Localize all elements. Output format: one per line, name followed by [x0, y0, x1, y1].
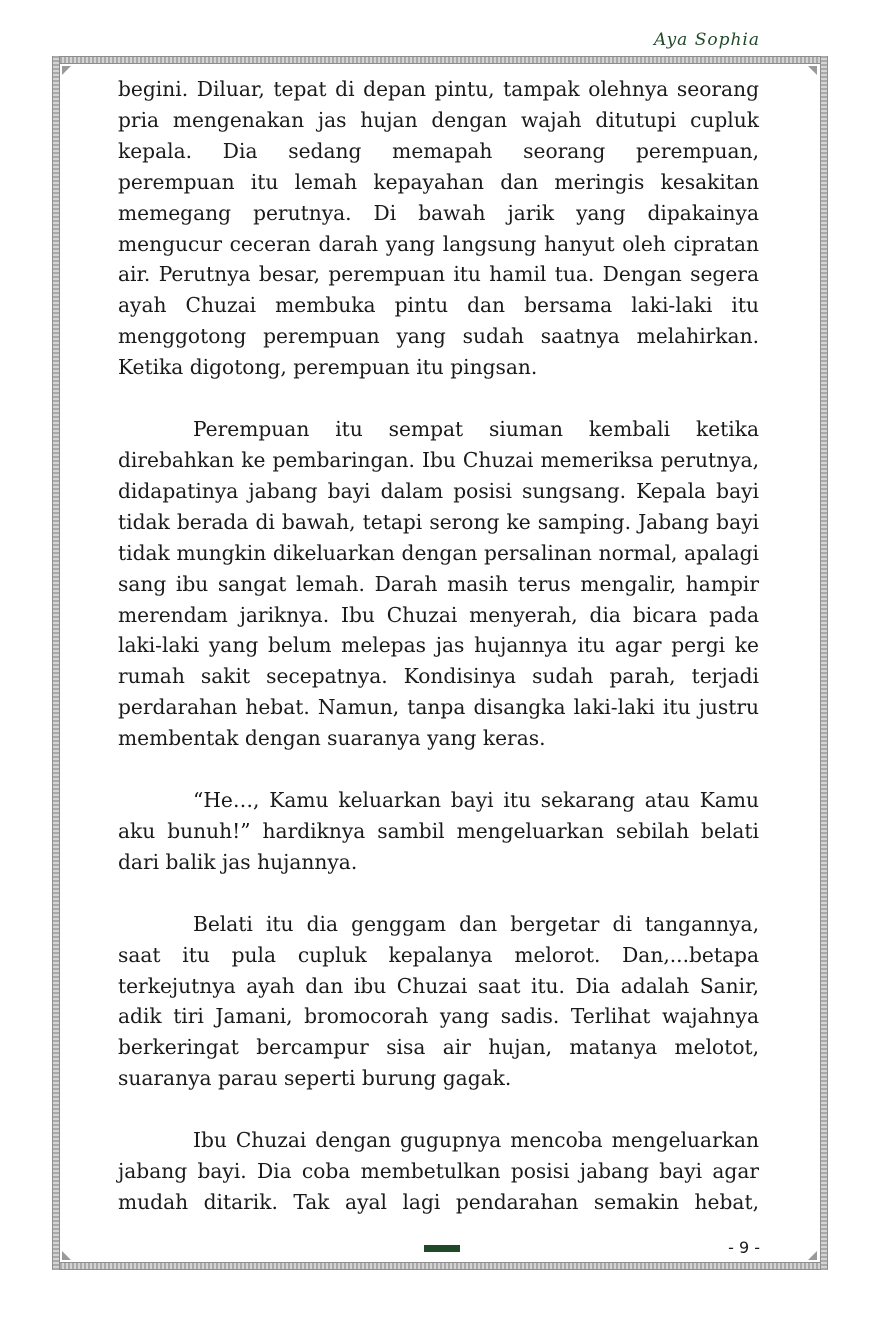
paragraph: “He…, Kamu keluarkan bayi itu sekarang atau Kamu aku bunuh!” hardiknya sambil mengeluarkan sebilah belati dari balik jas hujannya. — [118, 788, 759, 874]
page-border-left — [52, 56, 60, 1270]
paragraph: Perempuan itu sempat siuman kembali ketika direbahkan ke pembaringan. Ibu Chuzai memeriksa perutnya, didapatinya jabang bayi dalam posisi sungsang. Kepala bayi tidak berada di bawah, tetapi serong ke samping. Jabang bayi tidak mungkin dikeluarkan dengan persalinan normal, apalagi sang ibu sangat lemah. Darah masih terus mengalir, hampir merendam jariknya. Ibu Chuzai menyerah, dia bicara pada laki-laki yang belum melepas jas hujannya itu agar pergi ke rumah sakit secepatnya. Kondisinya sudah parah, terjadi perdarahan hebat. Namun, tanpa disangka laki-laki itu justru membentak dengan suaranya yang keras. — [118, 417, 759, 751]
paragraph: begini. Diluar, tepat di depan pintu, tampak olehnya seorang pria mengenakan jas hujan dengan wajah ditutupi cupluk kepala. Dia sedang memapah seorang perempuan, perempuan itu lemah kepayahan dan meringis kesakitan memegang perutnya. Di bawah jarik yang dipakainya mengucur ceceran darah yang langsung hanyut oleh cipratan air. Perutnya besar, perempuan itu hamil tua. Dengan segera ayah Chuzai membuka pintu dan bersama laki-laki itu menggotong perempuan yang sudah saatnya melahirkan. Ketika digotong, perempuan itu pingsan. — [118, 77, 759, 380]
body-text — [118, 74, 759, 1218]
footer-ornament-bar — [424, 1245, 460, 1252]
corner-ornament-bottom-right — [808, 1251, 817, 1260]
page-border-top — [52, 56, 828, 64]
running-header-author: Aya Sophia — [653, 30, 760, 50]
corner-ornament-top-left — [62, 66, 71, 75]
page-border-right — [820, 56, 828, 1270]
paragraph: Ibu Chuzai dengan gugupnya mencoba mengeluarkan jabang bayi. Dia coba membetulkan posisi jabang bayi agar mudah ditarik. Tak ayal lagi pendarahan semakin hebat, — [118, 1128, 759, 1214]
page-border-bottom — [52, 1262, 828, 1270]
corner-ornament-bottom-left — [62, 1251, 71, 1260]
corner-ornament-top-right — [808, 66, 817, 75]
page-number: - 9 - — [728, 1238, 760, 1257]
paragraph: Belati itu dia genggam dan bergetar di tangannya, saat itu pula cupluk kepalanya melorot. Dan,...betapa terkejutnya ayah dan ibu Chuzai saat itu. Dia adalah Sanir, adik tiri Jamani, bromocorah yang sadis. Terlihat wajahnya berkeringat bercampur sisa air hujan, matanya melotot, suaranya parau seperti burung gagak. — [118, 911, 759, 1091]
